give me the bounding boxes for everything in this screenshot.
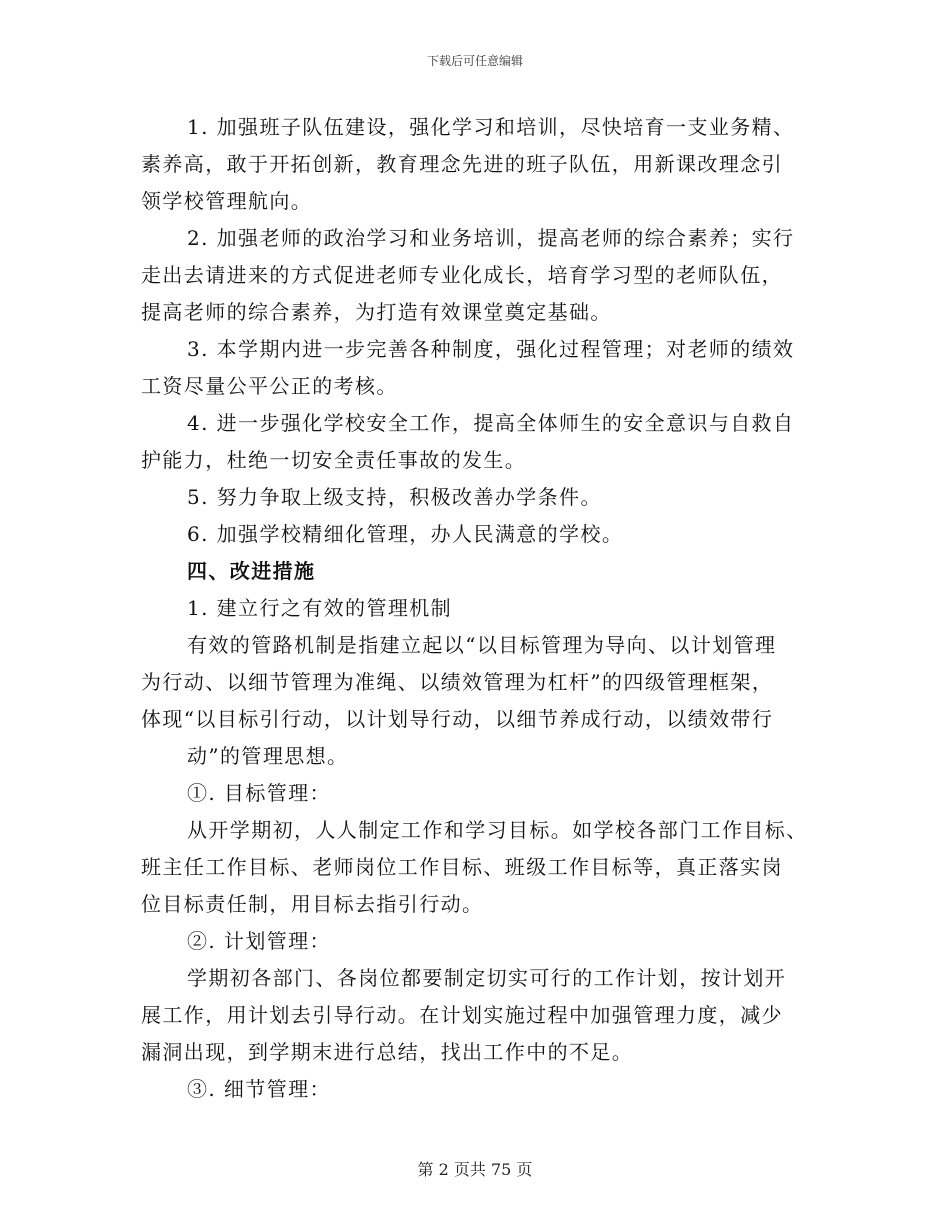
item-title: ②. 计划管理：	[187, 929, 331, 953]
section-heading: 四、改进措施	[187, 559, 316, 583]
text-line: 4. 进一步强化学校安全工作，提高全体师生的安全意识与自救自	[187, 411, 795, 435]
text-line: 展工作，用计划去引导行动。在计划实施过程中加强管理力度，减少	[141, 1003, 783, 1027]
text-line: 为行动、以细节管理为准绳、以绩效管理为杠杆”的四级管理框架，	[141, 670, 774, 694]
text-line: 素养高，敢于开拓创新，教育理念先进的班子队伍，用新课改理念引	[141, 152, 783, 176]
text-line: 3. 本学期内进一步完善各种制度，强化过程管理；对老师的绩效	[187, 337, 795, 361]
text-line: 2. 加强老师的政治学习和业务培训，提高老师的综合素养；实行	[187, 226, 795, 250]
item-title: ①. 目标管理：	[187, 781, 331, 805]
page-header: 下载后可任意编辑	[426, 54, 523, 68]
text-line: 6. 加强学校精细化管理，办人民满意的学校。	[187, 522, 624, 546]
text-line: 班主任工作目标、老师岗位工作目标、班级工作目标等，真正落实岗	[141, 855, 783, 879]
text-line: 位目标责任制，用目标去指引行动。	[141, 892, 484, 916]
text-line: 工资尽量公平公正的考核。	[141, 374, 398, 398]
text-line: 提高老师的综合素养，为打造有效课堂奠定基础。	[141, 300, 612, 324]
text-line: 1. 加强班子队伍建设，强化学习和培训，尽快培育一支业务精、	[187, 115, 795, 139]
subsection-title: 1. 建立行之有效的管理机制	[187, 596, 453, 620]
text-line: 漏洞出现，到学期末进行总结，找出工作中的不足。	[141, 1040, 634, 1064]
text-line: 护能力，杜绝一切安全责任事故的发生。	[141, 448, 527, 472]
item-title: ③. 细节管理：	[187, 1077, 331, 1101]
text-line: 动”的管理思想。	[187, 744, 349, 768]
text-line: 有效的管路机制是指建立起以“以目标管理为导向、以计划管理	[187, 633, 777, 657]
text-line: 学期初各部门、各岗位都要制定切实可行的工作计划，按计划开	[187, 966, 787, 990]
text-line: 领学校管理航向。	[141, 189, 313, 213]
text-line: 体现“以目标引行动，以计划导行动，以细节养成行动，以绩效带行	[141, 707, 774, 731]
page-footer: 第 2 页共 75 页	[417, 1160, 533, 1179]
text-line: 5. 努力争取上级支持，积极改善办学条件。	[187, 485, 602, 509]
text-line: 从开学期初，人人制定工作和学习目标。如学校各部门工作目标、	[187, 818, 808, 842]
text-line: 走出去请进来的方式促进老师专业化成长，培育学习型的老师队伍，	[141, 263, 783, 287]
